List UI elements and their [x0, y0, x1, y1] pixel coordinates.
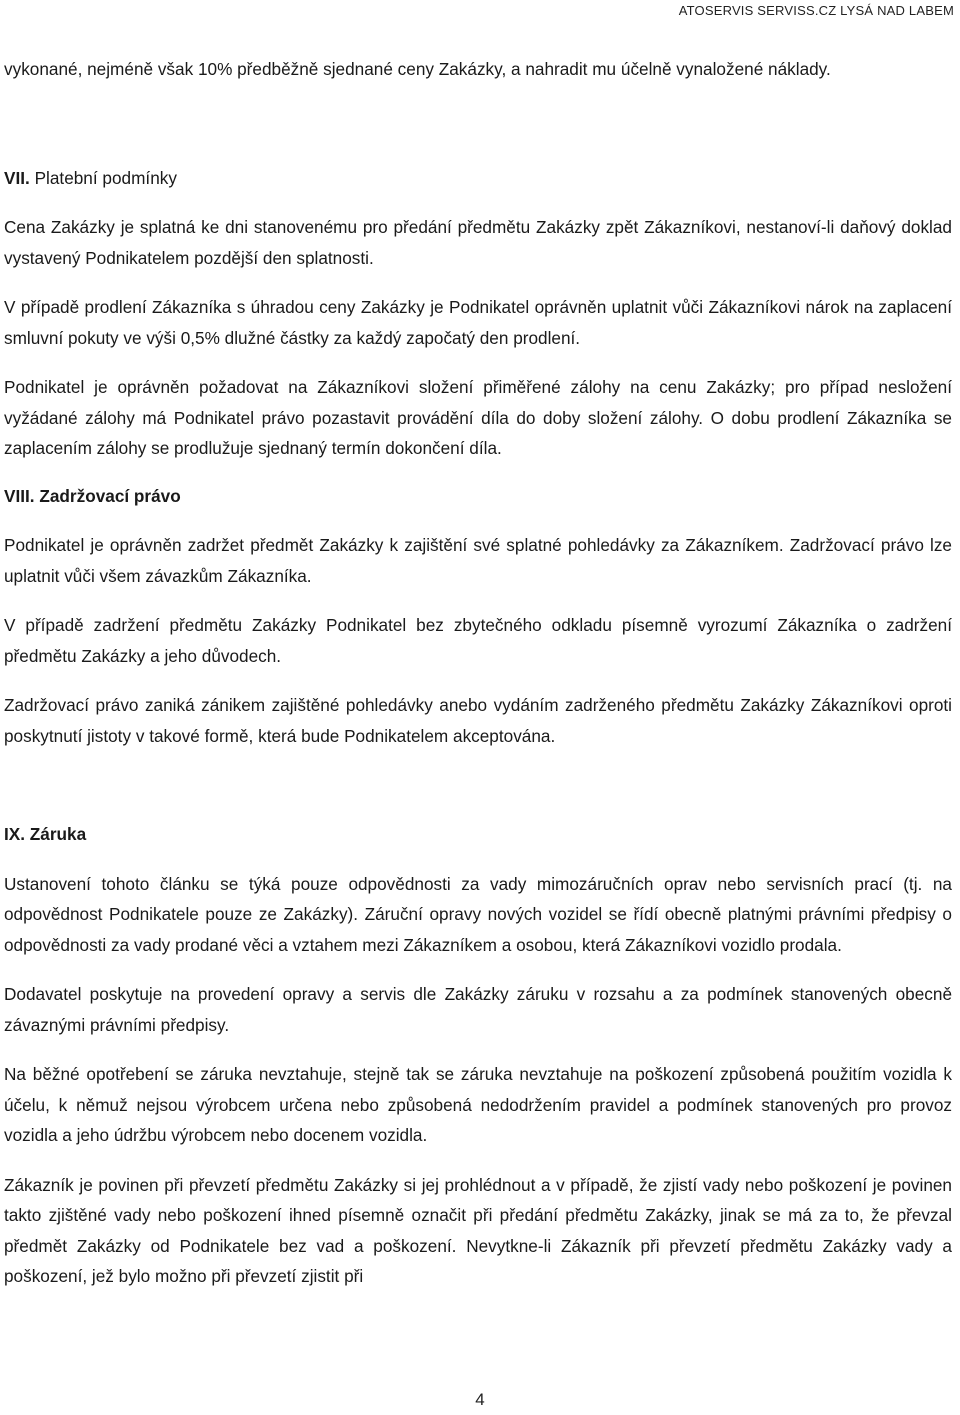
intro-paragraph: vykonané, nejméně však 10% předběžně sjednané ceny Zakázky, a nahradit mu účelně vynaložené náklady. — [4, 59, 831, 79]
paragraph: Zákazník je povinen při převzetí předmětu Zakázky si jej prohlédnout a v případě, že zjistí vady nebo poškození je povinen takto zjištěné vady nebo poškození ihned písemně označit při předání předmětu Zakázky, jinak se má za to, že převzal předmět Zakázky od Podnikatele bez vad a poškození. Nevytkne-li Zákazník při převzetí předmětu Zakázky vady a poškození, jež bylo možno při převzetí zjistit při — [4, 1174, 952, 1286]
section-number: IX. — [4, 824, 26, 844]
section-heading-ix — [4, 819, 952, 850]
paragraph: Podnikatel je oprávněn požadovat na Zákazníkovi složení přiměřené zálohy na cenu Zakázky; pro případ nesložení vyžádané zálohy má Podnikatel právo pozastavit provádění díla do doby složení zálohy. O dobu prodlení Zákazníka se zaplacením zálohy se prodlužuje sjednaný termín dokončení díla. — [4, 377, 952, 458]
page-number: 4 — [475, 1390, 485, 1409]
paragraph: Dodavatel poskytuje na provedení opravy a servis dle Zakázky záruku v rozsahu a za podmínek stanovených obecně závaznými právními předpisy. — [4, 984, 952, 1035]
paragraph: V případě prodlení Zákazníka s úhradou ceny Zakázky je Podnikatel oprávněn uplatnit vůči Zákazníkovi nárok na zaplacení smluvní pokuty ve výši 0,5% dlužné částky za každý započatý den prodlení. — [4, 297, 952, 348]
document-body — [4, 54, 952, 1292]
page-header: ATOSERVIS SERVISS.CZ LYSÁ NAD LABEM — [678, 3, 954, 18]
section-number: VII. — [4, 167, 30, 188]
section-title: Zadržovací právo — [39, 485, 181, 506]
section-title: Platební podmínky — [34, 167, 177, 188]
paragraph: Cena Zakázky je splatná ke dni stanovenému pro předání předmětu Zakázky zpět Zákazníkovi, nestanoví-li daňový doklad vystavený Podnikatelem pozdější den splatnosti. — [4, 217, 952, 268]
paragraph: Na běžné opotřebení se záruka nevztahuje, stejně tak se záruka nevztahuje na poškození způsobená použitím vozidla k účelu, k němuž nejsou výrobcem určena nebo způsobená nedodržením pravidel a podmínek stanovených pro provoz vozidla a jeho údržbu výrobcem nebo docenem vozidla. — [4, 1064, 952, 1145]
section-heading-vii — [4, 163, 952, 194]
paragraph: Zadržovací právo zaniká zánikem zajištěné pohledávky anebo vydáním zadrženého předmětu Zakázky Zákazníkovi oproti poskytnutí jistoty v takové formě, která bude Podnikatelem akceptována. — [4, 695, 952, 746]
paragraph: Podnikatel je oprávněn zadržet předmět Zakázky k zajištění své splatné pohledávky za Zákazníkem. Zadržovací právo lze uplatnit vůči všem závazkům Zákazníka. — [4, 535, 952, 586]
paragraph: Ustanovení tohoto článku se týká pouze odpovědnosti za vady mimozáručních oprav nebo servisních prací (tj. na odpovědnost Podnikatele pouze ze Zakázky). Záruční opravy nových vozidel se řídí obecně platnými právními předpisy o odpovědnosti za vady prodané věci a vztahem mezi Zákazníkem a osobou, která Zákazníkovi vozidlo prodala. — [4, 873, 952, 955]
section-heading-viii — [4, 481, 952, 512]
section-title: Záruka — [29, 824, 87, 844]
paragraph: V případě zadržení předmětu Zakázky Podnikatel bez zbytečného odkladu písemně vyrozumí Zákazníka o zadržení předmětu Zakázky a jeho důvodech. — [4, 615, 952, 666]
section-number: VIII. — [4, 485, 35, 506]
